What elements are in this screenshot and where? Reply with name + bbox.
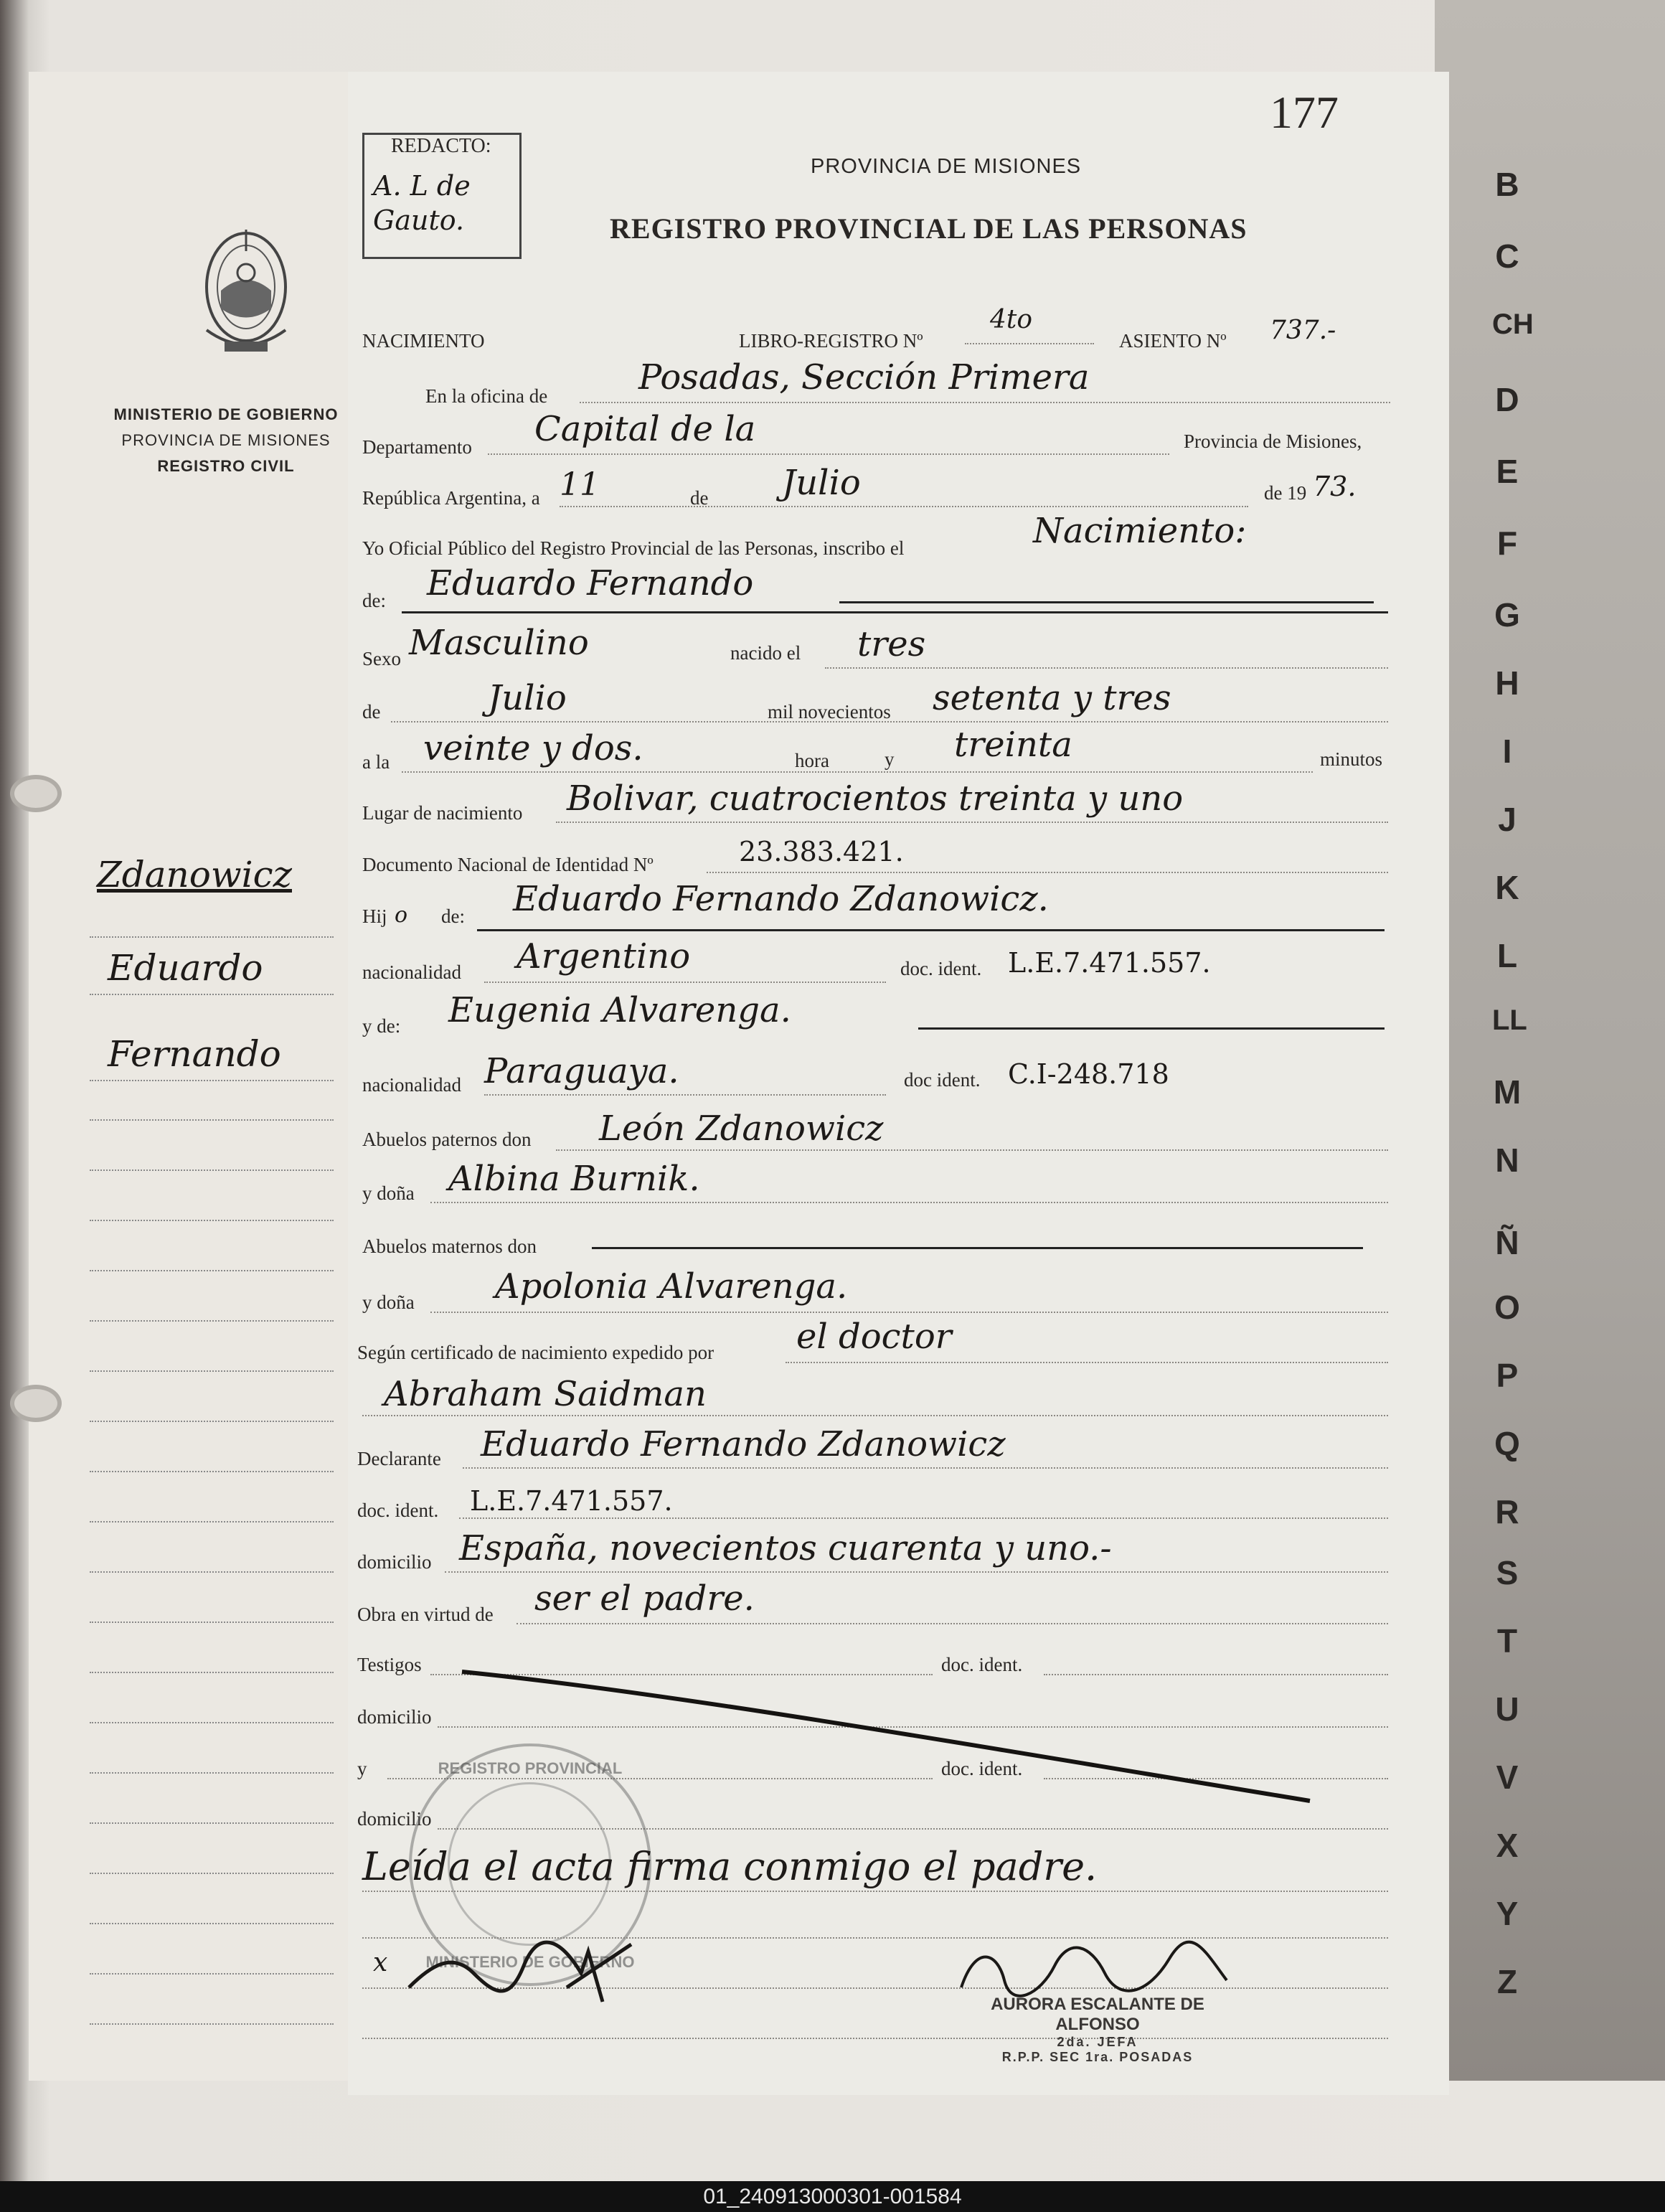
hora-dots <box>402 771 1313 773</box>
index-tab[interactable]: O <box>1494 1289 1520 1326</box>
index-tab[interactable]: H <box>1495 664 1519 702</box>
month-value: Julio <box>782 463 861 503</box>
stub-ruled-line <box>90 1119 334 1121</box>
stub-ruled-line <box>90 1722 334 1723</box>
pat-grandmother-dots <box>430 1202 1388 1203</box>
departamento-value: Capital de la <box>534 409 756 449</box>
stub-ruled-line <box>90 1923 334 1924</box>
father-doc-label: doc. ident. <box>900 958 982 979</box>
image-caption: 01_240913000301-001584 <box>0 2181 1665 2212</box>
page-number: 177 <box>1270 87 1339 138</box>
stub-ruled-line <box>90 1421 334 1422</box>
lugar-value: Bolivar, cuatrocientos treinta y uno <box>567 778 1184 819</box>
libro-value: 4to <box>990 305 1033 334</box>
index-tab[interactable]: LL <box>1492 1004 1527 1036</box>
father-nat-label: nacionalidad <box>362 961 461 983</box>
pat-grandfather-value: León Zdanowicz <box>599 1109 884 1149</box>
y-label: y <box>885 748 895 770</box>
dni-value: 23.383.421. <box>739 836 904 867</box>
dni-label: Documento Nacional de Identidad Nº <box>362 854 654 875</box>
index-tab[interactable]: Q <box>1494 1425 1520 1462</box>
certificado-dots <box>786 1362 1388 1363</box>
index-tab[interactable]: B <box>1495 166 1519 203</box>
hijo-de-label: de: <box>441 905 465 927</box>
index-tab[interactable]: P <box>1496 1357 1519 1394</box>
index-tab[interactable]: J <box>1498 801 1517 838</box>
signature-mark: x <box>373 1948 388 1977</box>
stub-ruled-line <box>90 1220 334 1221</box>
doctor-value: Abraham Saidman <box>384 1374 707 1414</box>
pat-grandmother-label: y doña <box>362 1182 415 1204</box>
binder-ring <box>10 775 62 812</box>
stub-ruled-line <box>90 994 334 995</box>
oficina-dots <box>580 402 1390 403</box>
oficina-label: En la oficina de <box>425 385 548 407</box>
declarante-doc-value: L.E.7.471.557. <box>470 1485 673 1517</box>
a-la-label: a la <box>362 751 390 773</box>
minutos-value: treinta <box>954 725 1072 765</box>
testigo-domicilio-label: domicilio <box>357 1706 432 1728</box>
libro-dots <box>965 343 1094 344</box>
republica-label: República Argentina, a <box>362 487 540 509</box>
index-tab[interactable]: L <box>1496 937 1518 974</box>
index-tab[interactable]: G <box>1494 596 1520 634</box>
lugar-dots <box>556 822 1388 823</box>
stub-second-name: Fernando <box>108 1033 281 1075</box>
redacto-label: REDACTO: <box>391 135 491 157</box>
y-testigo-doc-label: doc. ident. <box>941 1758 1023 1779</box>
obra-value: ser el padre. <box>534 1578 755 1619</box>
hora-value: veinte y dos. <box>423 728 643 768</box>
oficina-value: Posadas, Sección Primera <box>638 357 1090 397</box>
index-tab[interactable]: CH <box>1492 309 1534 340</box>
year-label: de 19 <box>1264 482 1307 504</box>
ministry-line-2: PROVINCIA DE MISIONES <box>121 431 331 449</box>
testigos-label: Testigos <box>357 1654 422 1675</box>
certificado-value: el doctor <box>796 1317 952 1357</box>
asiento-value: 737.- <box>1270 316 1336 345</box>
departamento-label: Departamento <box>362 436 472 458</box>
declarante-doc-label: doc. ident. <box>357 1500 439 1521</box>
declarante-value: Eduardo Fernando Zdanowicz <box>481 1424 1006 1464</box>
domicilio-dots <box>445 1571 1388 1573</box>
father-nat-value: Argentino <box>517 936 691 976</box>
stub-column <box>29 72 350 2081</box>
certificado-label: Según certificado de nacimiento expedido por <box>357 1342 714 1363</box>
official-signature <box>947 1937 1234 2002</box>
mother-doc-label: doc ident. <box>904 1069 981 1091</box>
coat-of-arms-icon <box>192 201 300 387</box>
birth-date-dots <box>391 721 1388 723</box>
sexo-value: Masculino <box>409 623 589 663</box>
index-tab[interactable]: F <box>1496 524 1518 562</box>
day-value: 11 <box>560 466 600 503</box>
index-tab[interactable]: K <box>1495 869 1519 906</box>
dni-dots <box>707 872 1388 873</box>
index-tab[interactable]: T <box>1496 1622 1518 1660</box>
record-type-label: NACIMIENTO <box>362 330 485 352</box>
declarant-signature <box>402 1923 638 2009</box>
declarante-dots <box>463 1467 1388 1469</box>
asiento-label: ASIENTO Nº <box>1119 330 1227 352</box>
father-nat-dots <box>484 982 886 983</box>
stub-ruled-line <box>90 1270 334 1271</box>
domicilio-value: España, novecientos cuarenta y uno.- <box>459 1528 1112 1568</box>
nacido-label: nacido el <box>730 642 801 664</box>
index-tab[interactable]: U <box>1495 1690 1519 1728</box>
mother-rule <box>918 1027 1385 1030</box>
stub-ruled-line <box>90 1169 334 1171</box>
oficial-label: Yo Oficial Público del Registro Provincial de las Personas, inscribo el <box>362 537 905 559</box>
mother-doc-value: C.I-248.718 <box>1008 1058 1169 1090</box>
father-value: Eduardo Fernando Zdanowicz. <box>513 879 1049 919</box>
index-tab[interactable]: X <box>1496 1827 1519 1864</box>
mat-grandfather-rule <box>592 1247 1363 1249</box>
mother-value: Eugenia Alvarenga. <box>448 990 791 1030</box>
mother-label: y de: <box>362 1015 401 1037</box>
birth-year-value: setenta y tres <box>933 678 1171 718</box>
mat-grandfather-label: Abuelos maternos don <box>362 1236 537 1257</box>
hijo-suffix: o <box>395 903 408 928</box>
official-stamp <box>954 1995 1241 2065</box>
de-label: de <box>690 487 709 509</box>
official-office: R.P.P. SEC 1ra. POSADAS <box>1001 2050 1194 2064</box>
index-tab[interactable]: S <box>1496 1554 1519 1591</box>
libro-label: LIBRO-REGISTRO Nº <box>739 330 923 352</box>
stub-ruled-line <box>90 1571 334 1573</box>
birth-month-value: Julio <box>488 678 567 718</box>
ministry-heading <box>100 402 352 479</box>
mother-nat-value: Paraguaya. <box>484 1051 679 1091</box>
nacido-dots <box>825 667 1388 669</box>
index-tab[interactable]: N <box>1495 1142 1519 1179</box>
father-rule <box>477 929 1385 931</box>
stub-ruled-line <box>90 1080 334 1081</box>
mil-label: mil novecientos <box>768 701 891 723</box>
mother-nat-label: nacionalidad <box>362 1074 461 1096</box>
y-testigo-label: y <box>357 1758 367 1779</box>
registry-heading: REGISTRO PROVINCIAL DE LAS PERSONAS <box>610 212 1247 245</box>
province-heading: PROVINCIA DE MISIONES <box>811 155 1082 178</box>
mat-grandmother-dots <box>430 1312 1388 1313</box>
pat-grandfather-dots <box>556 1149 1388 1151</box>
provincia-label: Provincia de Misiones, <box>1184 430 1362 452</box>
stub-ruled-line <box>90 1370 334 1372</box>
official-name: AURORA ESCALANTE DE ALFONSO <box>991 1995 1204 2034</box>
stub-ruled-line <box>90 1521 334 1522</box>
declarante-doc-dots <box>459 1517 1388 1519</box>
closing-value: Leída el acta firma conmigo el padre. <box>362 1844 1098 1889</box>
mother-nat-dots <box>484 1094 886 1096</box>
de-name-label: de: <box>362 590 386 611</box>
oficial-value: Nacimiento: <box>1033 511 1247 551</box>
stub-ruled-line <box>90 936 334 938</box>
closing-dots <box>362 1891 1388 1892</box>
stub-ruled-line <box>90 1973 334 1975</box>
stub-ruled-line <box>90 2023 334 2025</box>
sexo-label: Sexo <box>362 648 401 669</box>
index-tab[interactable]: R <box>1495 1493 1519 1530</box>
stub-ruled-line <box>90 1772 334 1774</box>
pat-grandmother-value: Albina Burnik. <box>448 1159 700 1199</box>
declarante-label: Declarante <box>357 1448 441 1469</box>
de-month-label: de <box>362 701 381 723</box>
index-tab[interactable]: Z <box>1496 1963 1518 2000</box>
stub-ruled-line <box>90 1822 334 1824</box>
domicilio2-label: domicilio <box>357 1808 432 1830</box>
index-tab[interactable]: Ñ <box>1495 1224 1519 1261</box>
hijo-label: Hij <box>362 905 387 927</box>
name-value: Eduardo Fernando <box>427 563 754 603</box>
hora-label: hora <box>795 750 829 771</box>
lugar-label: Lugar de nacimiento <box>362 802 523 824</box>
index-tab[interactable]: E <box>1496 453 1519 490</box>
obra-label: Obra en virtud de <box>357 1604 494 1625</box>
stub-first-name: Eduardo <box>108 947 263 989</box>
index-tab[interactable]: D <box>1495 381 1519 418</box>
ministry-line-1: MINISTERIO DE GOBIERNO <box>113 405 339 423</box>
domicilio-label: domicilio <box>357 1551 432 1573</box>
name-underline <box>839 601 1374 603</box>
mat-grandmother-label: y doña <box>362 1291 415 1313</box>
year-value: 73. <box>1313 471 1357 502</box>
registry-seal: REGISTRO PROVINCIAL MINISTERIO DE GOBIERNO <box>409 1743 651 1986</box>
index-tab[interactable]: Y <box>1496 1895 1519 1932</box>
index-tab[interactable]: C <box>1495 237 1519 275</box>
stub-ruled-line <box>90 1471 334 1472</box>
name-rule <box>402 611 1388 613</box>
stub-ruled-line <box>90 1622 334 1623</box>
nacido-value: tres <box>857 624 926 664</box>
official-role: 2da. JEFA <box>1057 2035 1138 2049</box>
doctor-dots <box>362 1415 1388 1416</box>
mat-grandmother-value: Apolonia Alvarenga. <box>495 1266 848 1307</box>
binder-cover <box>1435 0 1665 2081</box>
pat-grandfather-label: Abuelos paternos don <box>362 1129 532 1150</box>
father-doc-value: L.E.7.471.557. <box>1008 947 1211 979</box>
testigos-doc-label: doc. ident. <box>941 1654 1023 1675</box>
stub-ruled-line <box>90 1320 334 1322</box>
date-dots <box>560 506 1248 507</box>
stub-ruled-line <box>90 1873 334 1874</box>
index-tab[interactable]: I <box>1502 733 1512 770</box>
redacto-value: A. L de Gauto. <box>373 170 471 236</box>
stub-surname: Zdanowicz <box>97 854 292 895</box>
binder-ring <box>10 1385 62 1422</box>
index-tab[interactable]: V <box>1496 1759 1519 1796</box>
index-tab[interactable]: M <box>1493 1073 1522 1111</box>
stub-ruled-line <box>90 1672 334 1673</box>
obra-dots <box>517 1623 1388 1624</box>
minutos-label: minutos <box>1320 748 1383 770</box>
departamento-dots <box>488 453 1169 455</box>
ministry-line-3: REGISTRO CIVIL <box>157 457 295 475</box>
